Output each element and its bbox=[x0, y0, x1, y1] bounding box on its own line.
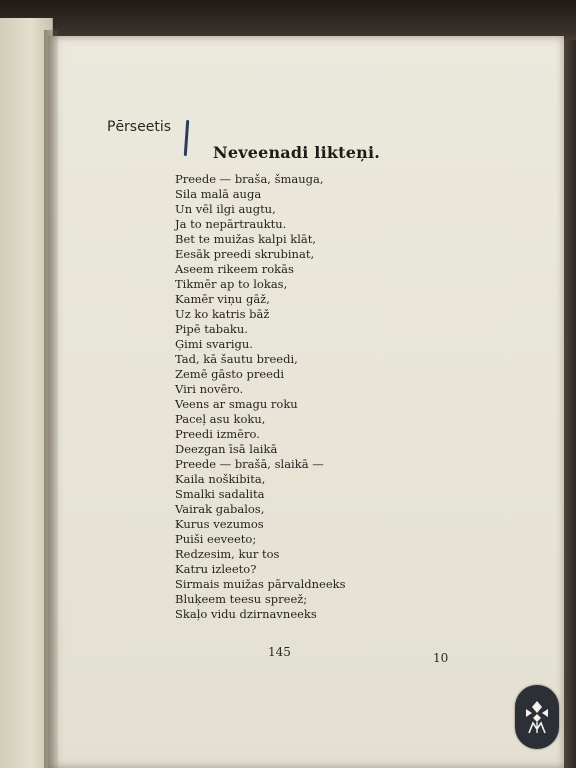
poem-line: Katru izleeto? bbox=[175, 562, 257, 576]
poem-line: Preede — brašā, slaikā — bbox=[175, 457, 324, 471]
poem-line: Tikmēr ap to lokas, bbox=[175, 277, 288, 291]
poem-line: Zemē gāsto preedi bbox=[175, 367, 284, 381]
poem-line: Preedi izmēro. bbox=[175, 427, 260, 441]
poem-line: Pipē tabaku. bbox=[175, 322, 248, 336]
poem-line: Preede — braša, šmauga, bbox=[175, 172, 324, 186]
poem-line: Deezgan īsā laikā bbox=[175, 442, 278, 456]
poem-line: Skaļo vidu dzirnavneeks bbox=[175, 607, 317, 621]
poem-line: Ģimi svarigu. bbox=[175, 337, 253, 351]
poem-line: Ja to nepārtrauktu. bbox=[175, 217, 287, 231]
poem-line: Viri novēro. bbox=[175, 382, 244, 396]
poem-line: Sirmais muižas pārvaldneeks bbox=[175, 577, 346, 591]
poem-line: Eesāk preedi skrubinat, bbox=[175, 247, 315, 261]
watermark-badge bbox=[515, 685, 559, 749]
poem-line: Kamēr viņu gāž, bbox=[175, 292, 270, 306]
poem-line: Paceļ asu koku, bbox=[175, 412, 266, 426]
poem-line: Puiši eeveeto; bbox=[175, 532, 257, 546]
poem-line: Kurus vezumos bbox=[175, 517, 264, 531]
diamond-flower-logo-icon bbox=[523, 699, 551, 735]
poem-text bbox=[175, 172, 346, 622]
poem-line: Vairak gabalos, bbox=[175, 502, 265, 516]
poem-line: Bet te muižas kalpi klāt, bbox=[175, 232, 317, 246]
poem-line: Redzesim, kur tos bbox=[175, 547, 280, 561]
poem-line: Kaila noškibita, bbox=[175, 472, 266, 486]
poem-line: Un vēl ilgi augtu, bbox=[175, 202, 276, 216]
poem-line: Bluķeem teesu spreež; bbox=[175, 592, 308, 606]
poem-line: Sila malā auga bbox=[175, 187, 262, 201]
poem-title: Neveenadi likteņi. bbox=[213, 143, 380, 162]
poem-line: Veens ar smagu roku bbox=[175, 397, 298, 411]
section-label: Pērseetis bbox=[107, 119, 172, 135]
poem-line: Smalki sadalita bbox=[175, 487, 265, 501]
poem-line: Tad, kā šautu breedi, bbox=[175, 352, 298, 366]
sheet-number: 10 bbox=[433, 651, 449, 665]
poem-line: Aseem rikeem rokās bbox=[175, 262, 294, 276]
book-gutter bbox=[44, 30, 58, 768]
poem-line: Uz ko katris bāž bbox=[175, 307, 270, 321]
page-number: 145 bbox=[268, 645, 291, 659]
